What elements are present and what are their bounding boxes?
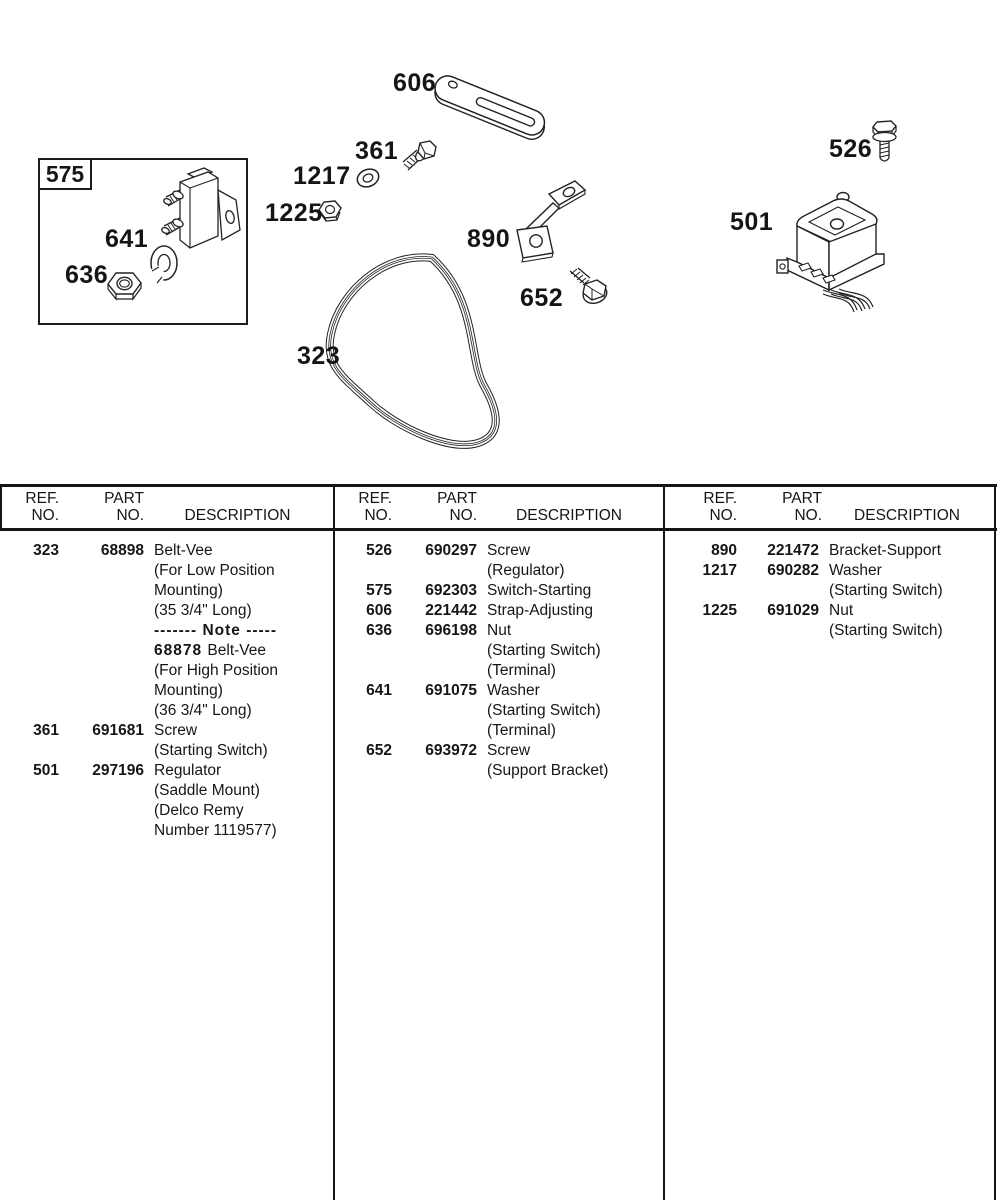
table-right-border (994, 484, 996, 1200)
parts-diagram (0, 0, 1000, 484)
screw-361-illustration (394, 137, 440, 177)
table-row: (Delco Remy (154, 802, 244, 819)
washer-1217-illustration (352, 164, 386, 194)
table-row: (For Low Position (154, 562, 275, 579)
ref-no-header: REF. (358, 490, 392, 507)
part-label-636: 636 (65, 261, 109, 289)
table-row: Mounting) (154, 582, 223, 599)
table-row: 526 690297 Screw (366, 542, 531, 559)
part-label-361: 361 (355, 137, 399, 165)
part-no-header: PART (782, 490, 822, 507)
table-row: 575 692303 Switch-Starting (366, 582, 592, 599)
table-row: (Starting Switch) (487, 702, 601, 719)
ref-no-header: REF. (25, 490, 59, 507)
table-row: 361 691681 Screw (33, 722, 198, 739)
table-row: (Starting Switch) (829, 582, 943, 599)
column-rows (2, 541, 331, 841)
table-row: (Terminal) (487, 722, 556, 739)
table-row: 323 68898 Belt-Vee (33, 542, 213, 559)
v-belt-illustration (320, 250, 515, 455)
screw-652-illustration (562, 265, 610, 309)
table-row: Number 1119577) (154, 822, 277, 839)
table-row: (Saddle Mount) (154, 782, 260, 799)
table-row: 1225 691029 Nut (702, 602, 854, 619)
table-row: (Starting Switch) (487, 642, 601, 659)
table-row: (Starting Switch) (829, 622, 943, 639)
table-column-3 (665, 484, 992, 1200)
support-bracket-illustration (511, 179, 589, 263)
part-label-652: 652 (520, 284, 564, 312)
table-row: Mounting) (154, 682, 223, 699)
ref-no-header: REF. (703, 490, 737, 507)
table-row: 501 297196 Regulator (33, 762, 222, 779)
column-rows (665, 541, 992, 641)
table-row: (Starting Switch) (154, 742, 268, 759)
part-label-641: 641 (105, 225, 149, 253)
adjusting-strap-illustration (424, 62, 556, 150)
table-row: 68878 Belt-Vee (154, 642, 267, 659)
part-no-header: PART (437, 490, 477, 507)
part-label-606: 606 (393, 69, 437, 97)
column-header: REF. NO. PART NO. DESCRIPTION (2, 487, 331, 528)
part-no-header: PART (104, 490, 144, 507)
column-rows (335, 541, 661, 781)
column-header: REF. NO. PART NO. DESCRIPTION (335, 487, 661, 528)
lock-washer-illustration (145, 240, 185, 290)
table-row: (36 3/4" Long) (154, 702, 252, 719)
part-label-323: 323 (297, 342, 341, 370)
table-row: 1217 690282 Washer (702, 562, 882, 579)
part-label-1225: 1225 (265, 199, 323, 227)
table-column-1 (2, 484, 331, 1200)
part-label-890: 890 (467, 225, 511, 253)
table-row: (Terminal) (487, 662, 556, 679)
screw-526-illustration (867, 117, 905, 169)
table-column-2 (335, 484, 661, 1200)
table-row: 636 696198 Nut (366, 622, 512, 639)
table-row: 641 691075 Washer (366, 682, 540, 699)
table-row: (35 3/4" Long) (154, 602, 252, 619)
hex-nut-illustration (104, 265, 148, 307)
table-row: (For High Position (154, 662, 279, 679)
part-label-526: 526 (829, 135, 873, 163)
description-header: DESCRIPTION (854, 507, 960, 524)
table-row: ------- Note ----- (154, 622, 277, 639)
description-header: DESCRIPTION (516, 507, 622, 524)
table-row: (Regulator) (487, 562, 565, 579)
column-header: REF. NO. PART NO. DESCRIPTION (665, 487, 992, 528)
part-label-501: 501 (730, 208, 774, 236)
table-row: 890 221472 Bracket-Support (711, 542, 941, 559)
description-header: DESCRIPTION (184, 507, 291, 524)
table-row: 652 693972 Screw (366, 742, 531, 759)
part-label-1217: 1217 (293, 162, 351, 190)
part-label-575: 575 (40, 160, 92, 190)
table-row: 606 221442 Strap-Adjusting (366, 602, 593, 619)
table-row: (Support Bracket) (487, 762, 609, 779)
regulator-illustration (763, 184, 903, 324)
